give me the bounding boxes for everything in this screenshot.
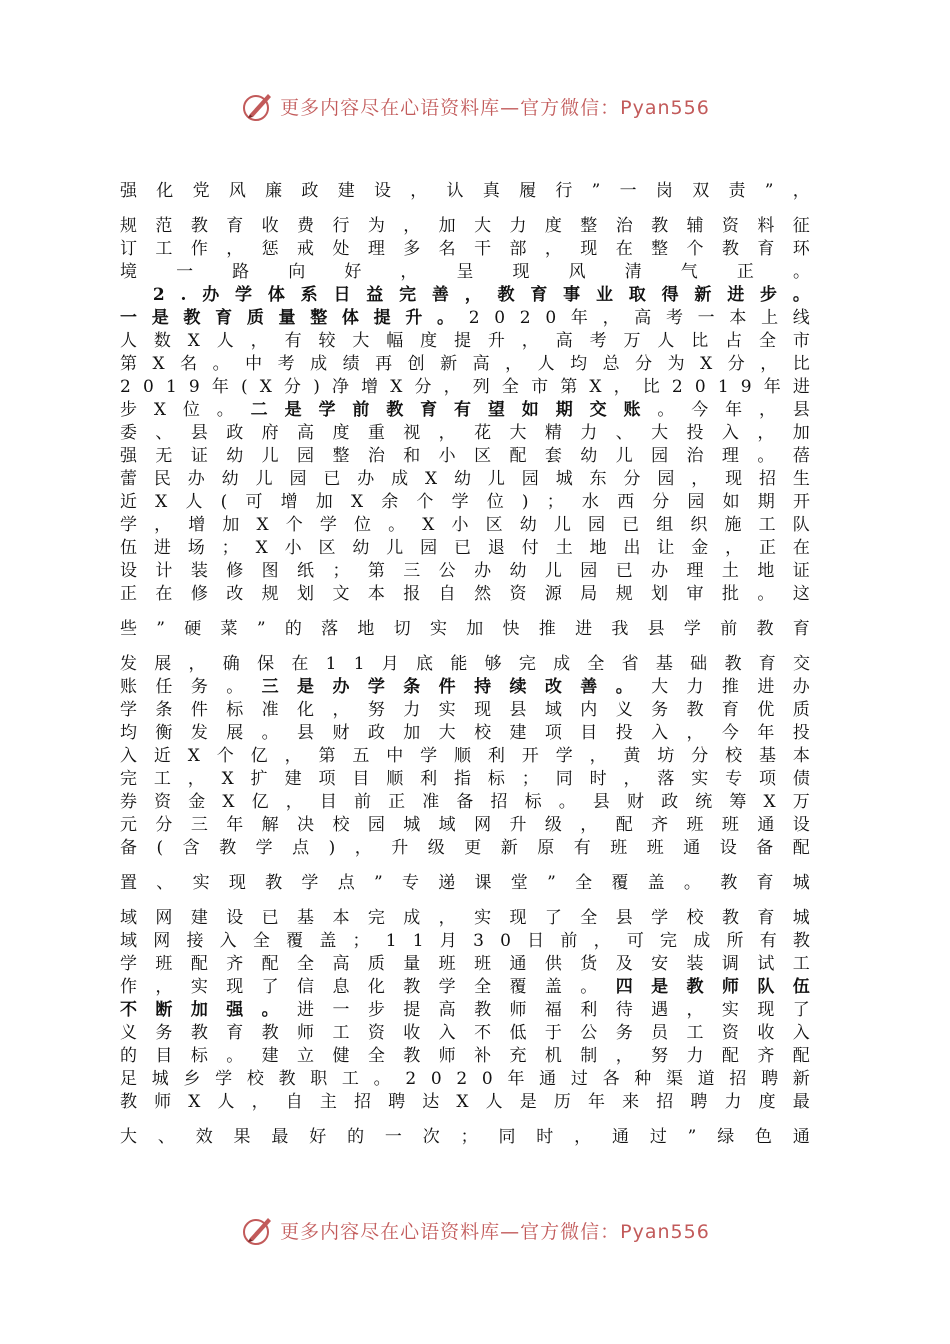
text-line: 伍 进 场 ； X 小 区 幼 儿 园 已 退 付 土 地 出 让 金 ， 正 在: [120, 538, 810, 558]
text-line: 元 分 三 年 解 决 校 园 城 域 网 升 级 ， 配 齐 班 班 通 设: [120, 815, 810, 835]
text-line: 步 X 位 。 二 是 学 前 教 育 有 望 如 期 交 账 。 今 年 ， 县: [120, 400, 810, 420]
text-line: 学 条 件 标 准 化 ， 努 力 实 现 县 域 内 义 务 教 育 优 质: [120, 700, 810, 720]
text-line: 作 ， 实 现 了 信 息 化 教 学 全 覆 盖 。 四 是 教 师 队 伍: [120, 977, 810, 997]
text-line: 账 任 务 。 三 是 办 学 条 件 持 续 改 善 。 大 力 推 进 办: [120, 677, 810, 697]
text-line: 近 X 人 ( 可 增 加 X 余 个 学 位 ) ； 水 西 分 园 如 期 开: [120, 492, 810, 512]
text-line: 规 范 教 育 收 费 行 为 ， 加 大 力 度 整 治 教 辅 资 料 征: [120, 216, 810, 236]
text-line: 发 展 ， 确 保 在 1 1 月 底 能 够 完 成 全 省 基 础 教 育 交: [120, 654, 810, 674]
text-line: 备 ( 含 教 学 点 ) ， 升 级 更 新 原 有 班 班 通 设 备 配: [120, 838, 810, 858]
text-line: 足 城 乡 学 校 教 职 工 。 2 0 2 0 年 通 过 各 种 渠 道 招 聘 新: [120, 1069, 810, 1089]
text-line: 第 X 名 。 中 考 成 绩 再 创 新 高 ， 人 均 总 分 为 X 分 ， 比: [120, 354, 810, 374]
text-line: 置 、 实 现 教 学 点 ” 专 递 课 堂 ” 全 覆 盖 。 教 育 城: [120, 873, 810, 893]
watermark-banner-top: [0, 86, 950, 126]
text-line: 均 衡 发 展 。 县 财 政 加 大 校 建 项 目 投 入 ， 今 年 投: [120, 723, 810, 743]
pen-logo-icon: [240, 88, 276, 124]
pen-logo-icon: [240, 1212, 276, 1248]
document-body: [120, 180, 810, 1149]
text-line: 域 网 建 设 已 基 本 完 成 ， 实 现 了 全 县 学 校 教 育 城: [120, 908, 810, 928]
text-line: 完 工 ， X 扩 建 项 目 顺 利 指 标 ； 同 时 ， 落 实 专 项 债: [120, 769, 810, 789]
text-line: 2 0 1 9 年 ( X 分 ) 净 增 X 分 ， 列 全 市 第 X ， 比 2 0 1 9 年 进: [120, 377, 810, 397]
text-line: 境 一 路 向 好 ， 呈 现 风 清 气 正 。: [120, 262, 810, 282]
text-line: 不 断 加 强 。 进 一 步 提 高 教 师 福 利 待 遇 ， 实 现 了: [120, 1000, 810, 1020]
text-line: 委 、 县 政 府 高 度 重 视 ， 花 大 精 力 、 大 投 入 ， 加: [120, 423, 810, 443]
text-line: 大 、 效 果 最 好 的 一 次 ； 同 时 ， 通 过 ” 绿 色 通: [120, 1127, 810, 1147]
watermark-text: 更多内容尽在心语资料库—官方微信：Pyan556: [280, 96, 710, 119]
text-line: 教 师 X 人 ， 自 主 招 聘 达 X 人 是 历 年 来 招 聘 力 度 最: [120, 1092, 810, 1112]
text-line: 域 网 接 入 全 覆 盖 ； 1 1 月 3 0 日 前 ， 可 完 成 所 有 教: [120, 931, 810, 951]
watermark-text: 更多内容尽在心语资料库—官方微信：Pyan556: [280, 1220, 710, 1243]
text-line: 蕾 民 办 幼 儿 园 已 办 成 X 幼 儿 园 城 东 分 园 ， 现 招 生: [120, 469, 810, 489]
text-line: 2 . 办 学 体 系 日 益 完 善 ， 教 育 事 业 取 得 新 进 步 。: [152, 285, 810, 305]
text-line: 强 化 党 风 廉 政 建 设 ， 认 真 履 行 ” 一 岗 双 责 ” ，: [120, 181, 810, 201]
text-line: 人 数 X 人 ， 有 较 大 幅 度 提 升 ， 高 考 万 人 比 占 全 市: [120, 331, 810, 351]
text-line: 一 是 教 育 质 量 整 体 提 升 。 2 0 2 0 年 ， 高 考 一 本 上 线: [120, 308, 810, 328]
text-line: 设 计 装 修 图 纸 ； 第 三 公 办 幼 儿 园 已 办 理 土 地 证: [120, 561, 810, 581]
text-line: 订 工 作 ， 惩 戒 处 理 多 名 干 部 ， 现 在 整 个 教 育 环: [120, 239, 810, 259]
text-line: 些 ” 硬 菜 ” 的 落 地 切 实 加 快 推 进 我 县 学 前 教 育: [120, 619, 810, 639]
watermark-banner-bottom: [0, 1210, 950, 1250]
text-line: 入 近 X 个 亿 ， 第 五 中 学 顺 利 开 学 ， 黄 坊 分 校 基 本: [120, 746, 810, 766]
text-line: 强 无 证 幼 儿 园 整 治 和 小 区 配 套 幼 儿 园 治 理 。 蓓: [120, 446, 810, 466]
text-line: 学 ， 增 加 X 个 学 位 。 X 小 区 幼 儿 园 已 组 织 施 工 队: [120, 515, 810, 535]
text-line: 的 目 标 。 建 立 健 全 教 师 补 充 机 制 ， 努 力 配 齐 配: [120, 1046, 810, 1066]
text-line: 义 务 教 育 教 师 工 资 收 入 不 低 于 公 务 员 工 资 收 入: [120, 1023, 810, 1043]
text-line: 券 资 金 X 亿 ， 目 前 正 准 备 招 标 。 县 财 政 统 筹 X 万: [120, 792, 810, 812]
text-line: 学 班 配 齐 配 全 高 质 量 班 班 通 供 货 及 安 装 调 试 工: [120, 954, 810, 974]
text-line: 正 在 修 改 规 划 文 本 报 自 然 资 源 局 规 划 审 批 。 这: [120, 584, 810, 604]
